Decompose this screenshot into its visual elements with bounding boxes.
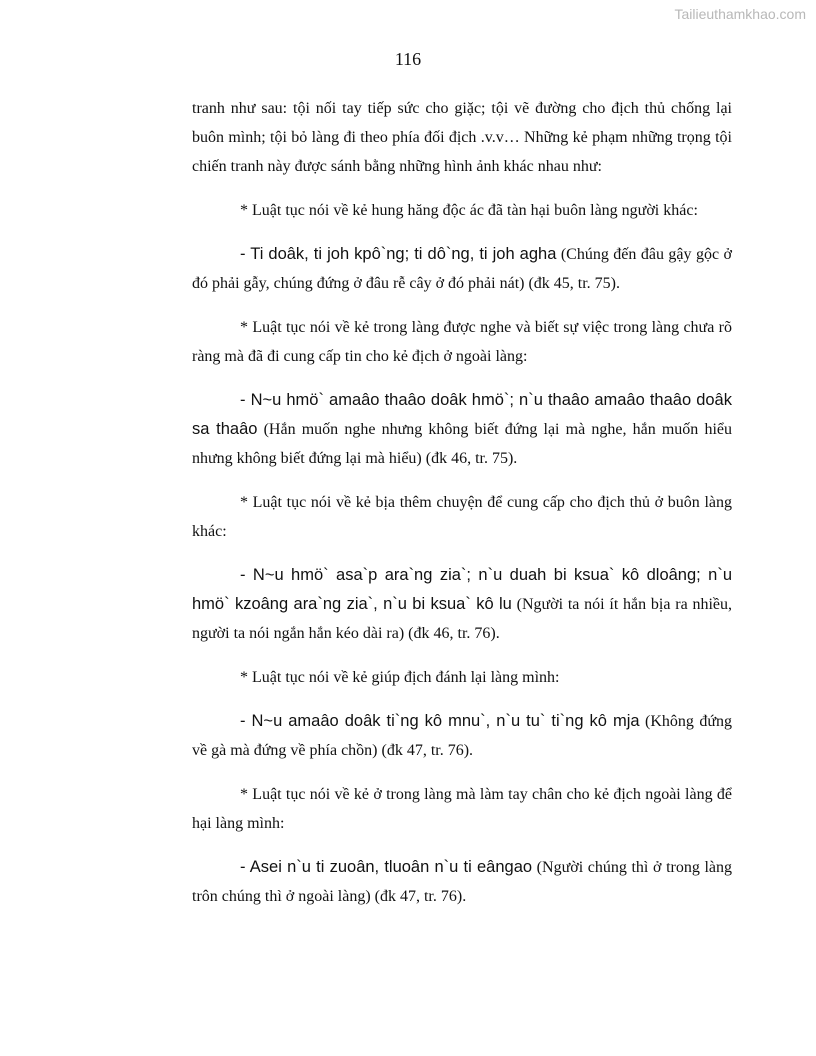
- ede-quote: - N~u amaâo doâk ti`ng kô mnu`, n`u tu` ti`ng kô mja: [240, 712, 640, 730]
- translation-text: (Không đứng về gà mà đứng về phía chồn) (đk 47, tr. 76).: [192, 713, 733, 759]
- translation-text: (Người ta nói ít hắn bịa ra nhiều, người ta nói ngắn hắn kéo dài ra) (đk 46, tr. 76).: [192, 596, 732, 642]
- ede-quote: - Asei n`u ti zuoân, tluoân n`u ti eângao: [240, 858, 533, 876]
- translation-text: (Người chúng thì ở trong làng trôn chúng thì ở ngoài làng) (đk 47, tr. 76).: [192, 859, 733, 905]
- watermark: Tailieuthamkhao.com: [674, 6, 806, 22]
- paragraph-note: [192, 663, 732, 692]
- paragraph-text: * Luật tục nói về kẻ ở trong làng mà làm tay chân cho kẻ địch ngoài làng để hại làng mình:: [192, 786, 732, 832]
- paragraph-continuation: [192, 94, 732, 181]
- ede-quote: - N~u hmö` asa`p ara`ng zia`; n`u duah bi ksua` kô dloâng; n`u hmö` kzoâng ara`ng zia`, n`u bi ksua` kô lu: [192, 566, 732, 613]
- paragraph-note: [192, 780, 732, 838]
- translation-text: (Hắn muốn nghe nhưng không biết đứng lại mà nghe, hắn muốn hiểu nhưng không biết đứng lại mà hiểu) (đk 46, tr. 75).: [192, 421, 732, 467]
- document-body: [192, 94, 732, 926]
- paragraph-note: [192, 313, 732, 371]
- paragraph-note: [192, 196, 732, 225]
- translation-text: (Chúng đến đâu gậy gộc ở đó phải gẫy, chúng đứng ở đâu rễ cây ở đó phải nát) (đk 45, tr. 75).: [192, 246, 732, 292]
- paragraph-proverb: [192, 240, 732, 298]
- paragraph-text: * Luật tục nói về kẻ trong làng được nghe và biết sự việc trong làng chưa rõ ràng mà đã đi cung cấp tin cho kẻ địch ở ngoài làng:: [192, 319, 732, 365]
- paragraph-text: * Luật tục nói về kẻ giúp địch đánh lại làng mình:: [240, 669, 560, 686]
- paragraph-proverb: [192, 386, 732, 473]
- paragraph-note: [192, 488, 732, 546]
- paragraph-text: tranh như sau: tội nối tay tiếp sức cho giặc; tội vẽ đường cho địch thủ chống lại buôn mình; tội bỏ làng đi theo phía đối địch .v.v… Những kẻ phạm những trọng tội chiến tranh này được sánh bằng những hình ảnh khác nhau như:: [192, 100, 732, 175]
- paragraph-proverb: [192, 561, 732, 648]
- ede-quote: - Ti doâk, ti joh kpô`ng; ti dô`ng, ti joh agha: [240, 245, 557, 263]
- ede-quote: - N~u hmö` amaâo thaâo doâk hmö`; n`u thaâo amaâo thaâo doâk sa thaâo: [192, 391, 732, 438]
- paragraph-text: * Luật tục nói về kẻ hung hăng độc ác đã tàn hại buôn làng người khác:: [240, 202, 698, 219]
- paragraph-proverb: [192, 707, 732, 765]
- page-number: 116: [394, 49, 422, 69]
- paragraph-proverb: [192, 853, 732, 911]
- paragraph-text: * Luật tục nói về kẻ bịa thêm chuyện để cung cấp cho địch thủ ở buôn làng khác:: [192, 494, 732, 540]
